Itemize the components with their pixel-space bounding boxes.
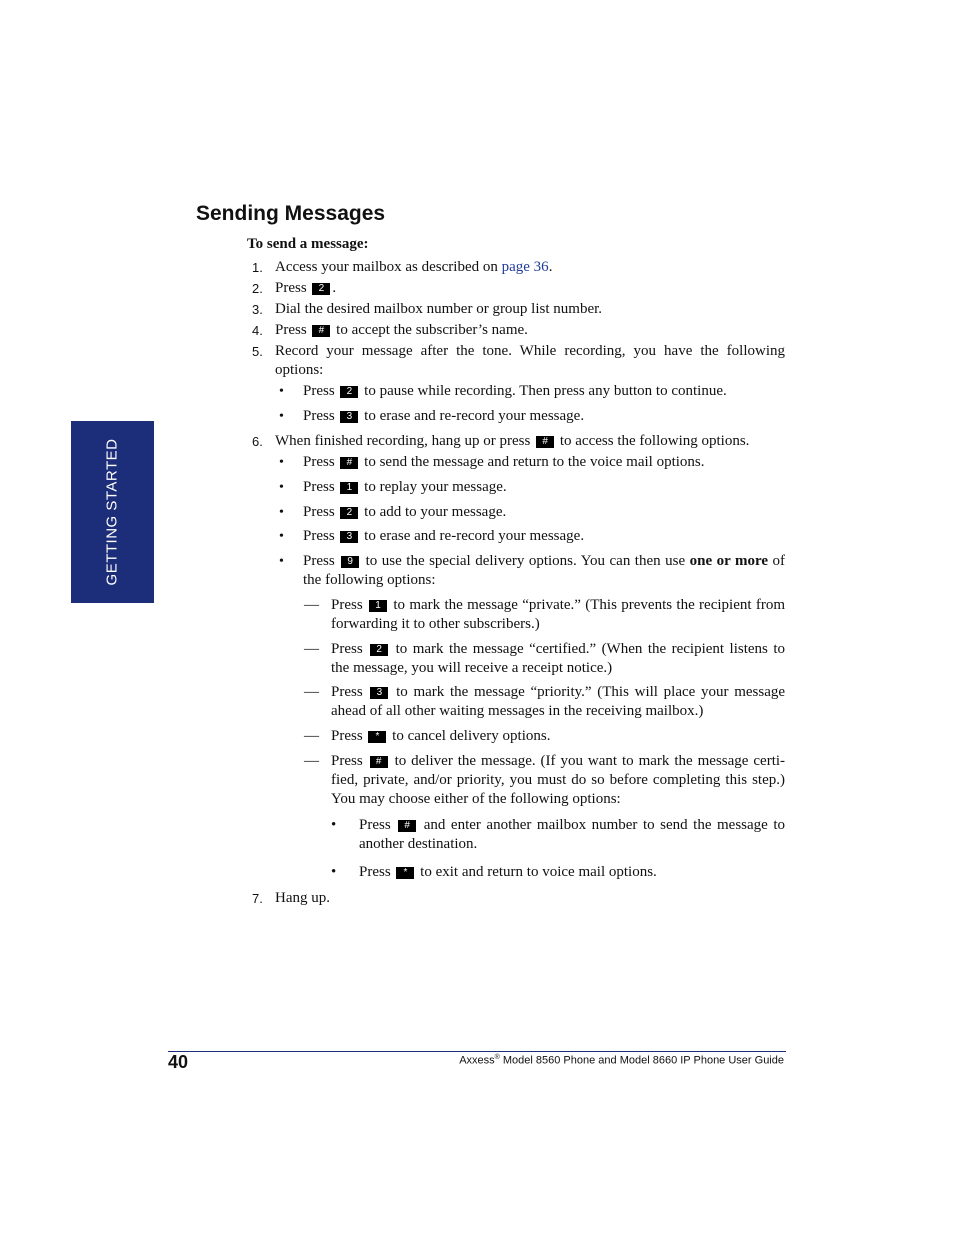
key-1-icon: 1 bbox=[340, 482, 358, 494]
bullet-marker: • bbox=[279, 455, 284, 470]
section-tab bbox=[71, 421, 154, 603]
step-6-option: Press 9 to use the special delivery options. You can then use one or more of the following options: bbox=[303, 553, 785, 588]
key-2-icon: 2 bbox=[340, 386, 358, 398]
step-4: Press # to accept the subscriber’s name. bbox=[275, 322, 528, 338]
deliver-option: Press * to exit and return to voice mail options. bbox=[359, 864, 657, 880]
step-number: 4. bbox=[252, 323, 263, 338]
key-3-icon: 3 bbox=[340, 531, 358, 543]
dash-marker: — bbox=[304, 753, 319, 769]
key-hash-icon: # bbox=[536, 436, 554, 448]
step-number: 7. bbox=[252, 891, 263, 906]
bullet-marker: • bbox=[279, 409, 284, 424]
step-6: When finished recording, hang up or press # to access the following options. bbox=[275, 433, 750, 449]
step-6-option: Press 2 to add to your message. bbox=[303, 504, 507, 520]
step-7: Hang up. bbox=[275, 890, 330, 906]
deliver-option: Press # and enter another mailbox number to send the message to another destination. bbox=[359, 817, 786, 852]
key-star-icon: * bbox=[368, 731, 386, 743]
footer-divider bbox=[168, 1051, 786, 1052]
step-6-option: Press 3 to erase and re-record your message. bbox=[303, 528, 585, 544]
small-bullet-marker: • bbox=[331, 817, 337, 833]
key-1-icon: 1 bbox=[369, 600, 387, 612]
page-link[interactable]: page 36 bbox=[501, 259, 549, 275]
step-2: Press 2 . bbox=[275, 280, 337, 296]
bullet-marker: • bbox=[279, 505, 284, 520]
step-number: 6. bbox=[252, 434, 263, 449]
key-2-icon: 2 bbox=[340, 507, 358, 519]
page-number: 40 bbox=[168, 1052, 189, 1072]
key-hash-icon: # bbox=[340, 457, 358, 469]
key-9-icon: 9 bbox=[341, 556, 359, 568]
bullet-marker: • bbox=[279, 480, 284, 495]
key-hash-icon: # bbox=[398, 820, 416, 832]
page-title: Sending Messages bbox=[196, 202, 386, 225]
key-hash-icon: # bbox=[312, 325, 330, 337]
step-number: 2. bbox=[252, 281, 263, 296]
step-1: Access your mailbox as described on page 36. bbox=[275, 259, 553, 275]
dash-marker: — bbox=[304, 597, 319, 613]
step-6-option: Press 1 to replay your message. bbox=[303, 479, 507, 495]
step-number: 3. bbox=[252, 302, 263, 317]
delivery-option: Press # to deliver the message. (If you want to mark the message certi-fied, private, and/or priority, you must do so before completing this step.) You may choose either of the following options: bbox=[331, 753, 786, 807]
key-star-icon: * bbox=[396, 867, 414, 879]
delivery-option: Press 3 to mark the message “priority.” (This will place your message ahead of all other waiting messages in the receiving mailbox.) bbox=[331, 684, 786, 719]
key-hash-icon: # bbox=[370, 756, 388, 768]
dash-marker: — bbox=[304, 641, 319, 657]
step-5-option: Press 2 to pause while recording. Then press any button to continue. bbox=[303, 383, 727, 399]
delivery-option: Press * to cancel delivery options. bbox=[331, 728, 551, 744]
step-5: Record your message after the tone. While recording, you have the following options: bbox=[275, 343, 785, 378]
step-6-option: Press # to send the message and return to the voice mail options. bbox=[303, 454, 705, 470]
key-3-icon: 3 bbox=[340, 411, 358, 423]
procedure-heading: To send a message: bbox=[247, 236, 369, 252]
key-2-icon: 2 bbox=[370, 644, 388, 656]
bullet-marker: • bbox=[279, 529, 284, 544]
footer-title: Axxess® Model 8560 Phone and Model 8660 IP Phone User Guide bbox=[459, 1054, 784, 1067]
delivery-option: Press 1 to mark the message “private.” (This prevents the recipient from forwarding it to other subscribers.) bbox=[331, 597, 786, 632]
step-number: 5. bbox=[252, 344, 263, 359]
section-tab-label: GETTING STARTED bbox=[103, 438, 121, 586]
step-number: 1. bbox=[252, 260, 263, 275]
bullet-marker: • bbox=[279, 554, 284, 569]
dash-marker: — bbox=[304, 728, 319, 744]
key-2-icon: 2 bbox=[312, 283, 330, 295]
dash-marker: — bbox=[304, 684, 319, 700]
step-3: Dial the desired mailbox number or group list number. bbox=[275, 301, 603, 317]
delivery-option: Press 2 to mark the message “certified.” (When the recipient listens to the message, you will receive a receipt notice.) bbox=[331, 641, 786, 676]
bullet-marker: • bbox=[279, 384, 284, 399]
step-5-option: Press 3 to erase and re-record your message. bbox=[303, 408, 585, 424]
key-3-icon: 3 bbox=[370, 687, 388, 699]
small-bullet-marker: • bbox=[331, 864, 337, 880]
